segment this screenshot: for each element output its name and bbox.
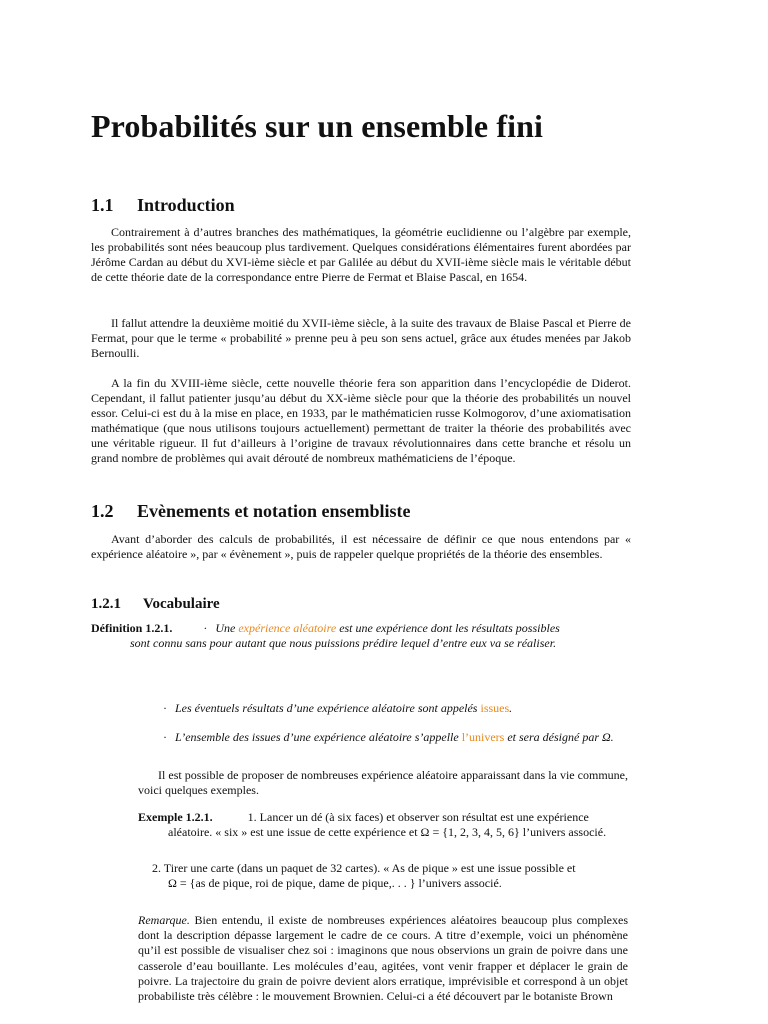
intro-paragraph-2: Il fallut attendre la deuxième moitié du XVII-ième siècle, à la suite des travaux de Blaise Pascal et Pierre de Fermat, pour que le terme « probabilité » prenne peu à peu son sens actuel, grâce aux études menées par Jakob Bernoulli. [91,316,631,361]
subsection-title: Vocabulaire [143,596,220,612]
definition-block [91,621,631,651]
examples-intro: Il est possible de proposer de nombreuses expérience aléatoire apparaissant dans la vie commune, voici quelques exemples. [138,768,628,798]
definition-text-line2: sont connu sans pour autant que nous puissions prédire lequel d’entre eux va se réaliser. [130,636,557,650]
intro-paragraph-3: A la fin du XVIII-ième siècle, cette nouvelle théorie fera son apparition dans l’encyclopédie de Diderot. Cependant, il fallut patienter jusqu’au début du XX-ième siècle pour que la théorie des probabilités un nouvel essor. Celui-ci est du à la mise en place, en 1933, par le mathématicien russe Kolmogorov, d’une axiomatisation mathématique (que nous utilisons toujours actuellement) permettant de traiter la théorie des probabilités avec une véritable rigueur. Il fut d’ailleurs à l’origine de travaux révolutionnaires dans cette branche et résolu un grand nombre de problèmes qui avait dérouté de nombreux mathématiciens de l’époque. [91,376,631,466]
section2-paragraph: Avant d’aborder des calculs de probabilités, il est nécessaire de définir ce que nous entendons par « expérience aléatoire », par « évènement », puis de rappeler quelque propriétés de la théorie des ensembles. [91,532,631,562]
bullet-dot: · [163,730,167,744]
example-item-1-line2: aléatoire. « six » est une issue de cette expérience et Ω = {1, 2, 3, 4, 5, 6} l’univers associé. [168,825,607,839]
remark-paragraph: Remarque. Bien entendu, il existe de nombreuses expériences aléatoires beaucoup plus complexes dont la description dépasse largement le cadre de ce cours. A titre d’exemple, voici un phénomène qu’il est possible de visualiser chez soi : imaginons que nous observions un grain de poivre dans une casserole d’eau bouillante. Les molécules d’eau, agitées, vont venir frapper et déplacer le grain de poivre. La trajectoire du grain de poivre devient alors erratique, imprévisible et correspond à un objet probabiliste très célèbre : le mouvement Brownien. Celui-ci a été découvert par le botaniste Brown [138,913,628,1004]
section-title: Introduction [137,195,235,215]
list-item-issues: · Les éventuels résultats d’une expérience aléatoire sont appelés issues. [163,701,513,715]
definition-text: Une expérience aléatoire est une expérience dont les résultats possibles [215,621,560,635]
intro-paragraph-1: Contrairement à d’autres branches des mathématiques, la géométrie euclidienne ou l’algèbre par exemple, les probabilités sont nées beaucoup plus tardivement. Quelques considérations élémentaires furent abordées par Jérôme Cardan au début du XVI-ième siècle et par Galilée au début du XVII-ième siècle mais le véritable début de cette théorie date de la correspondance entre Pierre de Fermat et Blaise Pascal, en 1654. [91,225,631,285]
remark-label: Remarque. [138,913,190,927]
section-number: 1.1 [91,195,114,215]
bullet-dot: · [203,621,208,635]
subsection-heading-vocabulaire [91,596,220,613]
section-number: 1.2 [91,501,114,521]
section-heading-introduction [91,195,235,216]
definition-term: expérience aléatoire [238,621,337,635]
example-label: Exemple 1.2.1. [138,810,213,824]
subsection-number: 1.2.1 [91,596,121,612]
example-item-2-line2: Ω = {as de pique, roi de pique, dame de pique,. . . } l’univers associé. [168,876,502,890]
bullet-dot: · [163,701,167,715]
term-univers: l’univers [461,730,505,744]
section-title: Evènements et notation ensembliste [137,501,411,521]
example-item-2: 2. Tirer une carte (dans un paquet de 32 cartes). « As de pique » est une issue possible et [152,861,576,875]
list-item-univers: · L’ensemble des issues d’une expérience aléatoire s’appelle l’univers et sera désigné par Ω. [163,730,614,744]
definition-label: Définition 1.2.1. [91,621,173,635]
page-title: Probabilités sur un ensemble fini [91,108,543,144]
section-heading-evenements [91,501,410,522]
example-item-1: Exemple 1.2.1. 1. Lancer un dé (à six faces) et observer son résultat est une expérience [138,810,589,824]
term-issues: issues [480,701,510,715]
